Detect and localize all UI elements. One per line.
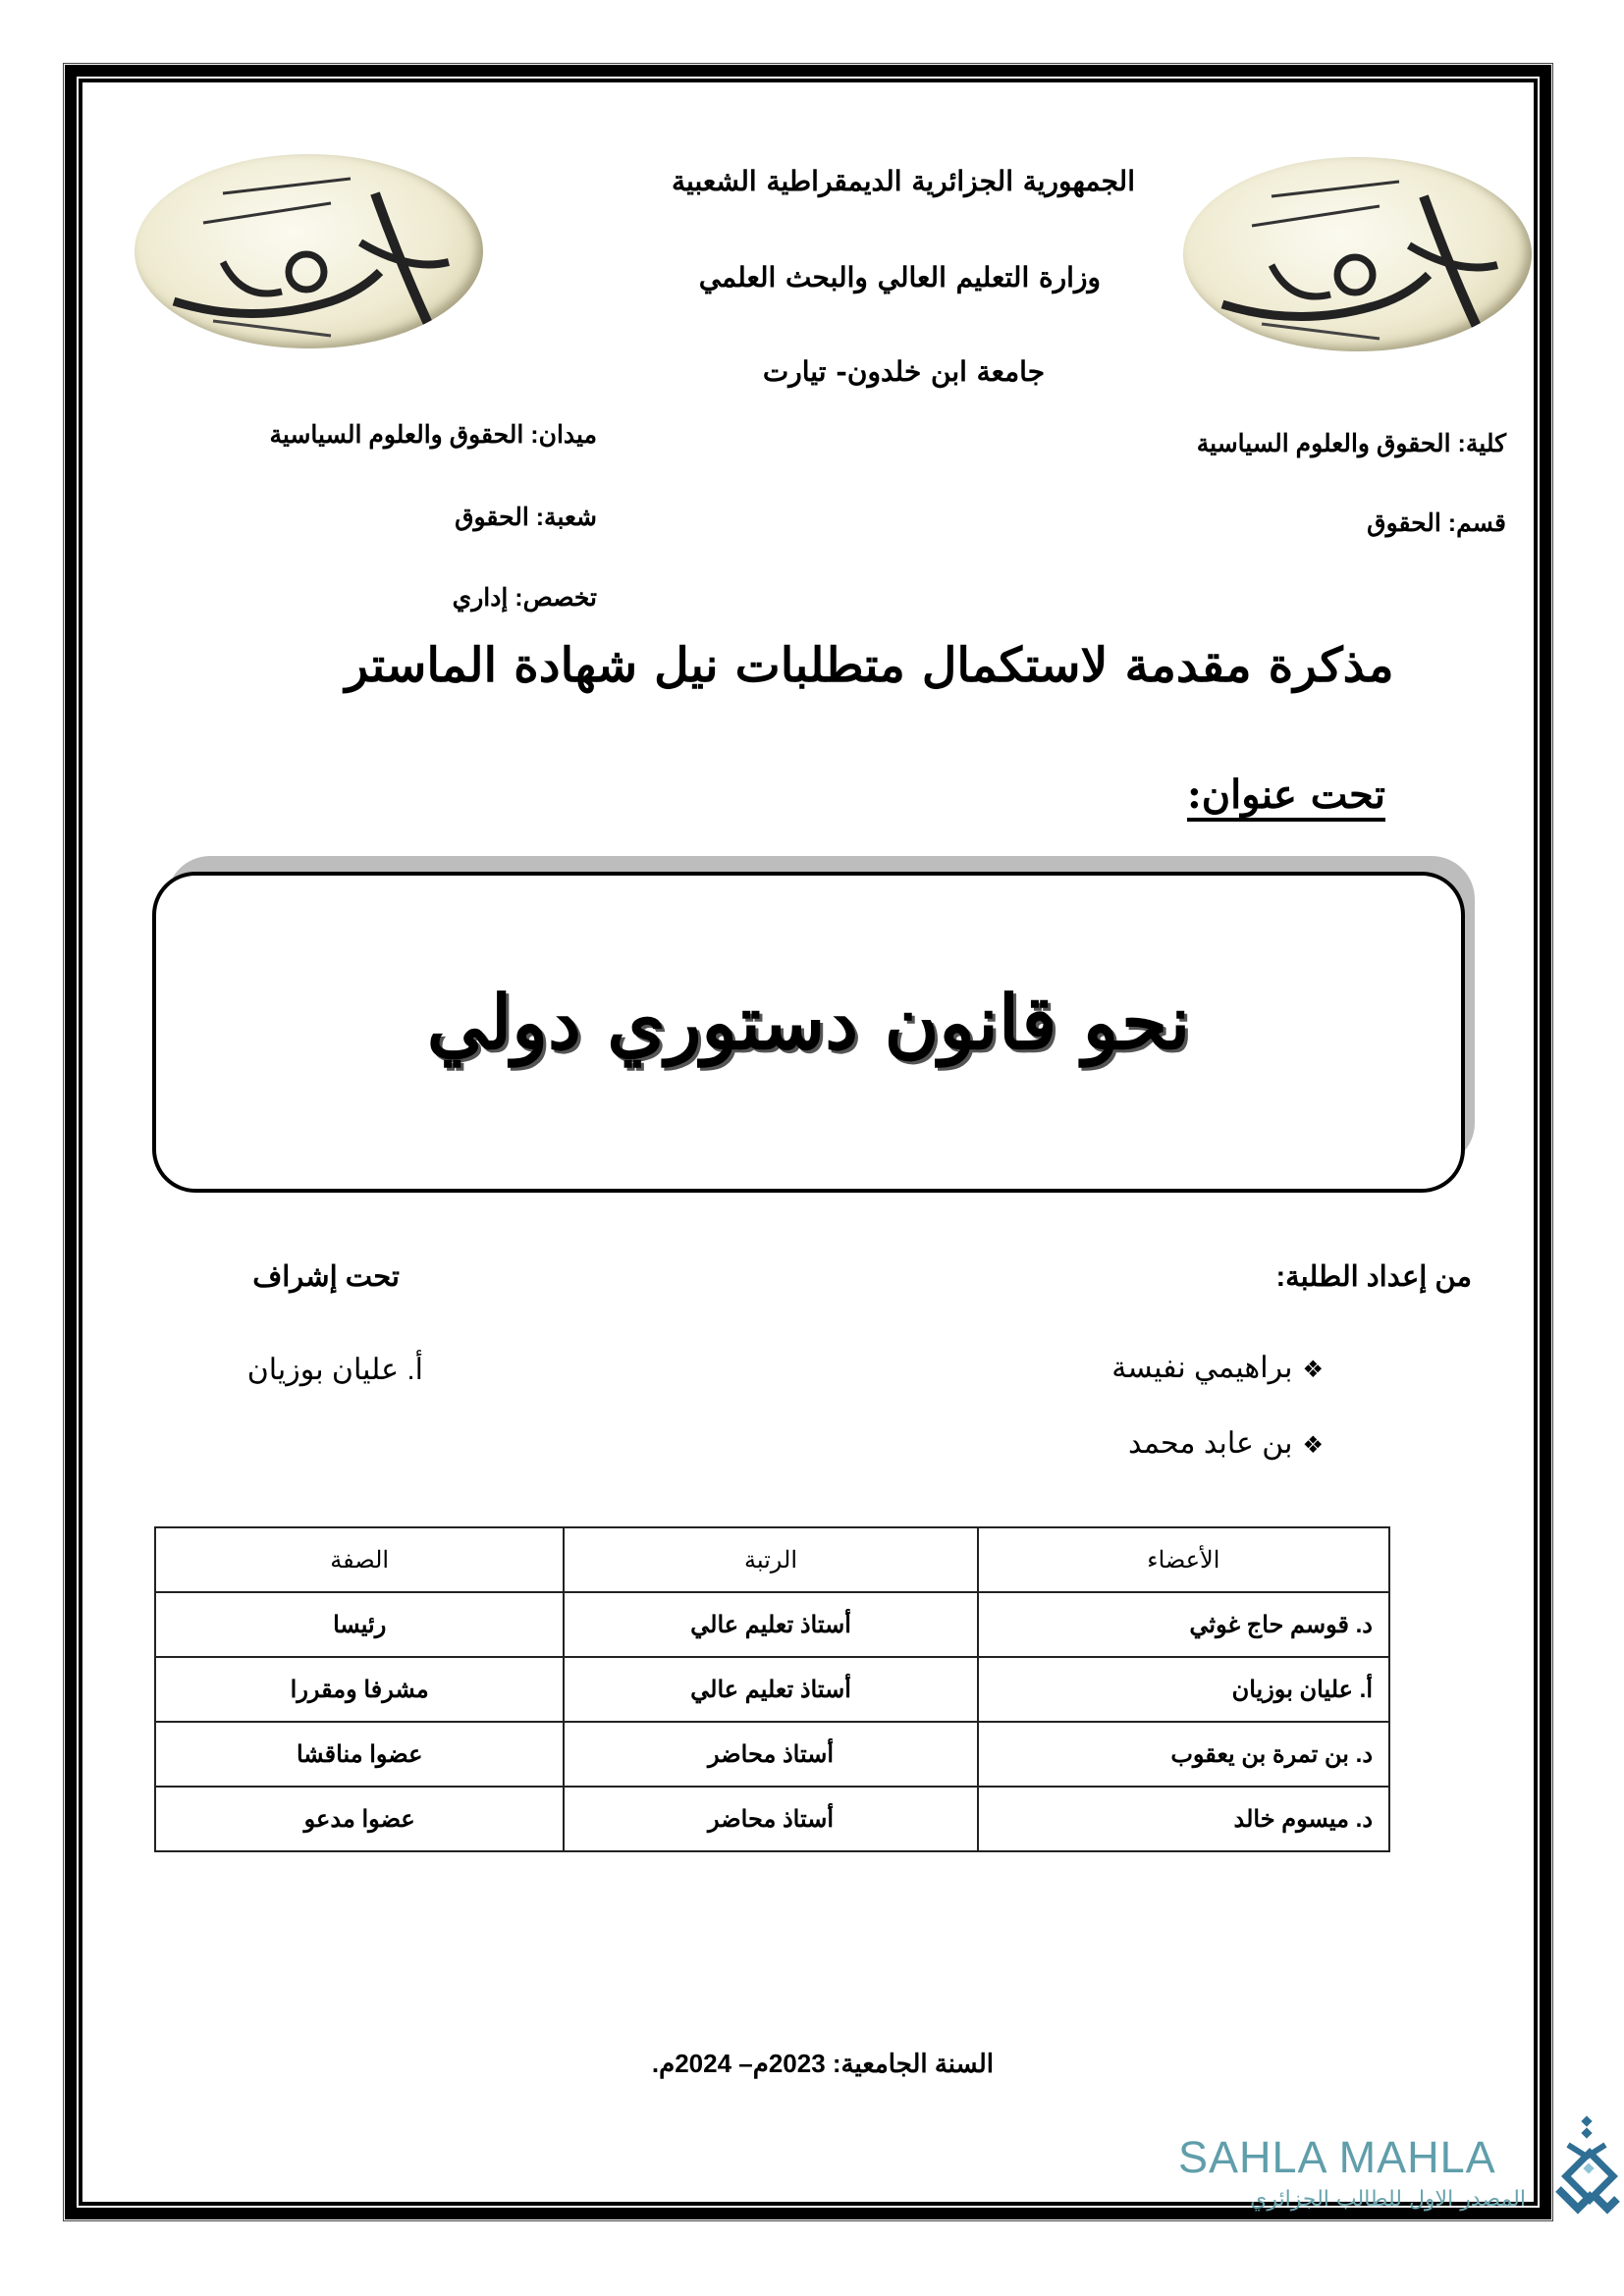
university-seal-logo-left — [135, 154, 483, 348]
student-name: براهيمي نفيسة — [1111, 1352, 1293, 1384]
sahla-mahla-logo-icon — [1553, 2115, 1622, 2223]
member-name: أ. عليان بوزيان — [978, 1657, 1389, 1722]
watermark-tagline: المصدر الاول للطالب الجزائري — [1250, 2187, 1526, 2212]
watermark-brand: SAHLA MAHLA — [1178, 2132, 1496, 2182]
university-heading: جامعة ابن خلدون- تيارت — [762, 355, 1045, 388]
table-row — [155, 1592, 1389, 1657]
header-role: الصفة — [155, 1527, 564, 1592]
student-item — [1111, 1351, 1324, 1385]
supervisor-name: أ. عليان بوزيان — [246, 1354, 423, 1386]
member-rank: أستاذ محاضر — [564, 1787, 977, 1851]
republic-heading: الجمهورية الجزائرية الديمقراطية الشعبية — [671, 165, 1135, 197]
thesis-title-box — [152, 872, 1465, 1193]
students-label: من إعداد الطلبة: — [1275, 1261, 1472, 1293]
member-role: مشرفا ومقررا — [155, 1657, 564, 1722]
field-label: ميدان: الحقوق والعلوم السياسية — [269, 421, 597, 449]
member-role: عضوا مناقشا — [155, 1722, 564, 1787]
member-name: د. بن تمرة بن يعقوب — [978, 1722, 1389, 1787]
calligraphy-seal-icon — [1183, 157, 1532, 351]
header-rank: الرتبة — [564, 1527, 977, 1592]
diamond-bullet-icon: ❖ — [1302, 1357, 1324, 1383]
supervision-label: تحت إشراف — [252, 1261, 400, 1293]
table-row — [155, 1657, 1389, 1722]
member-role: رئيسا — [155, 1592, 564, 1657]
member-role: عضوا مدعو — [155, 1787, 564, 1851]
university-seal-logo-right — [1183, 157, 1532, 351]
table-row — [155, 1787, 1389, 1851]
under-title-label: تحت عنوان: — [1186, 772, 1385, 818]
member-name: د. قوسم حاج غوثي — [978, 1592, 1389, 1657]
table-header-row — [155, 1527, 1389, 1592]
member-name: د. ميسوم خالد — [978, 1787, 1389, 1851]
academic-year: السنة الجامعية: 2023م– 2024م. — [651, 2049, 994, 2078]
memo-title: مذكرة مقدمة لاستكمال متطلبات نيل شهادة الماستر — [345, 638, 1394, 693]
member-rank: أستاذ محاضر — [564, 1722, 977, 1787]
header-members: الأعضاء — [978, 1527, 1389, 1592]
branch-label: شعبة: الحقوق — [455, 504, 597, 531]
thesis-title: نحو قانون دستوري دولي — [426, 979, 1191, 1066]
ministry-heading: وزارة التعليم العالي والبحث العلمي — [698, 261, 1101, 294]
college-label: كلية: الحقوق والعلوم السياسية — [1196, 430, 1506, 457]
jury-table — [154, 1526, 1390, 1852]
student-name: بن عابد محمد — [1127, 1427, 1293, 1460]
department-label: قسم: الحقوق — [1367, 509, 1506, 537]
member-rank: أستاذ تعليم عالي — [564, 1592, 977, 1657]
specialty-label: تخصص: إداري — [452, 584, 597, 612]
diamond-bullet-icon: ❖ — [1302, 1432, 1324, 1459]
calligraphy-seal-icon — [135, 154, 483, 348]
student-item — [1128, 1426, 1324, 1461]
table-row — [155, 1722, 1389, 1787]
member-rank: أستاذ تعليم عالي — [564, 1657, 977, 1722]
